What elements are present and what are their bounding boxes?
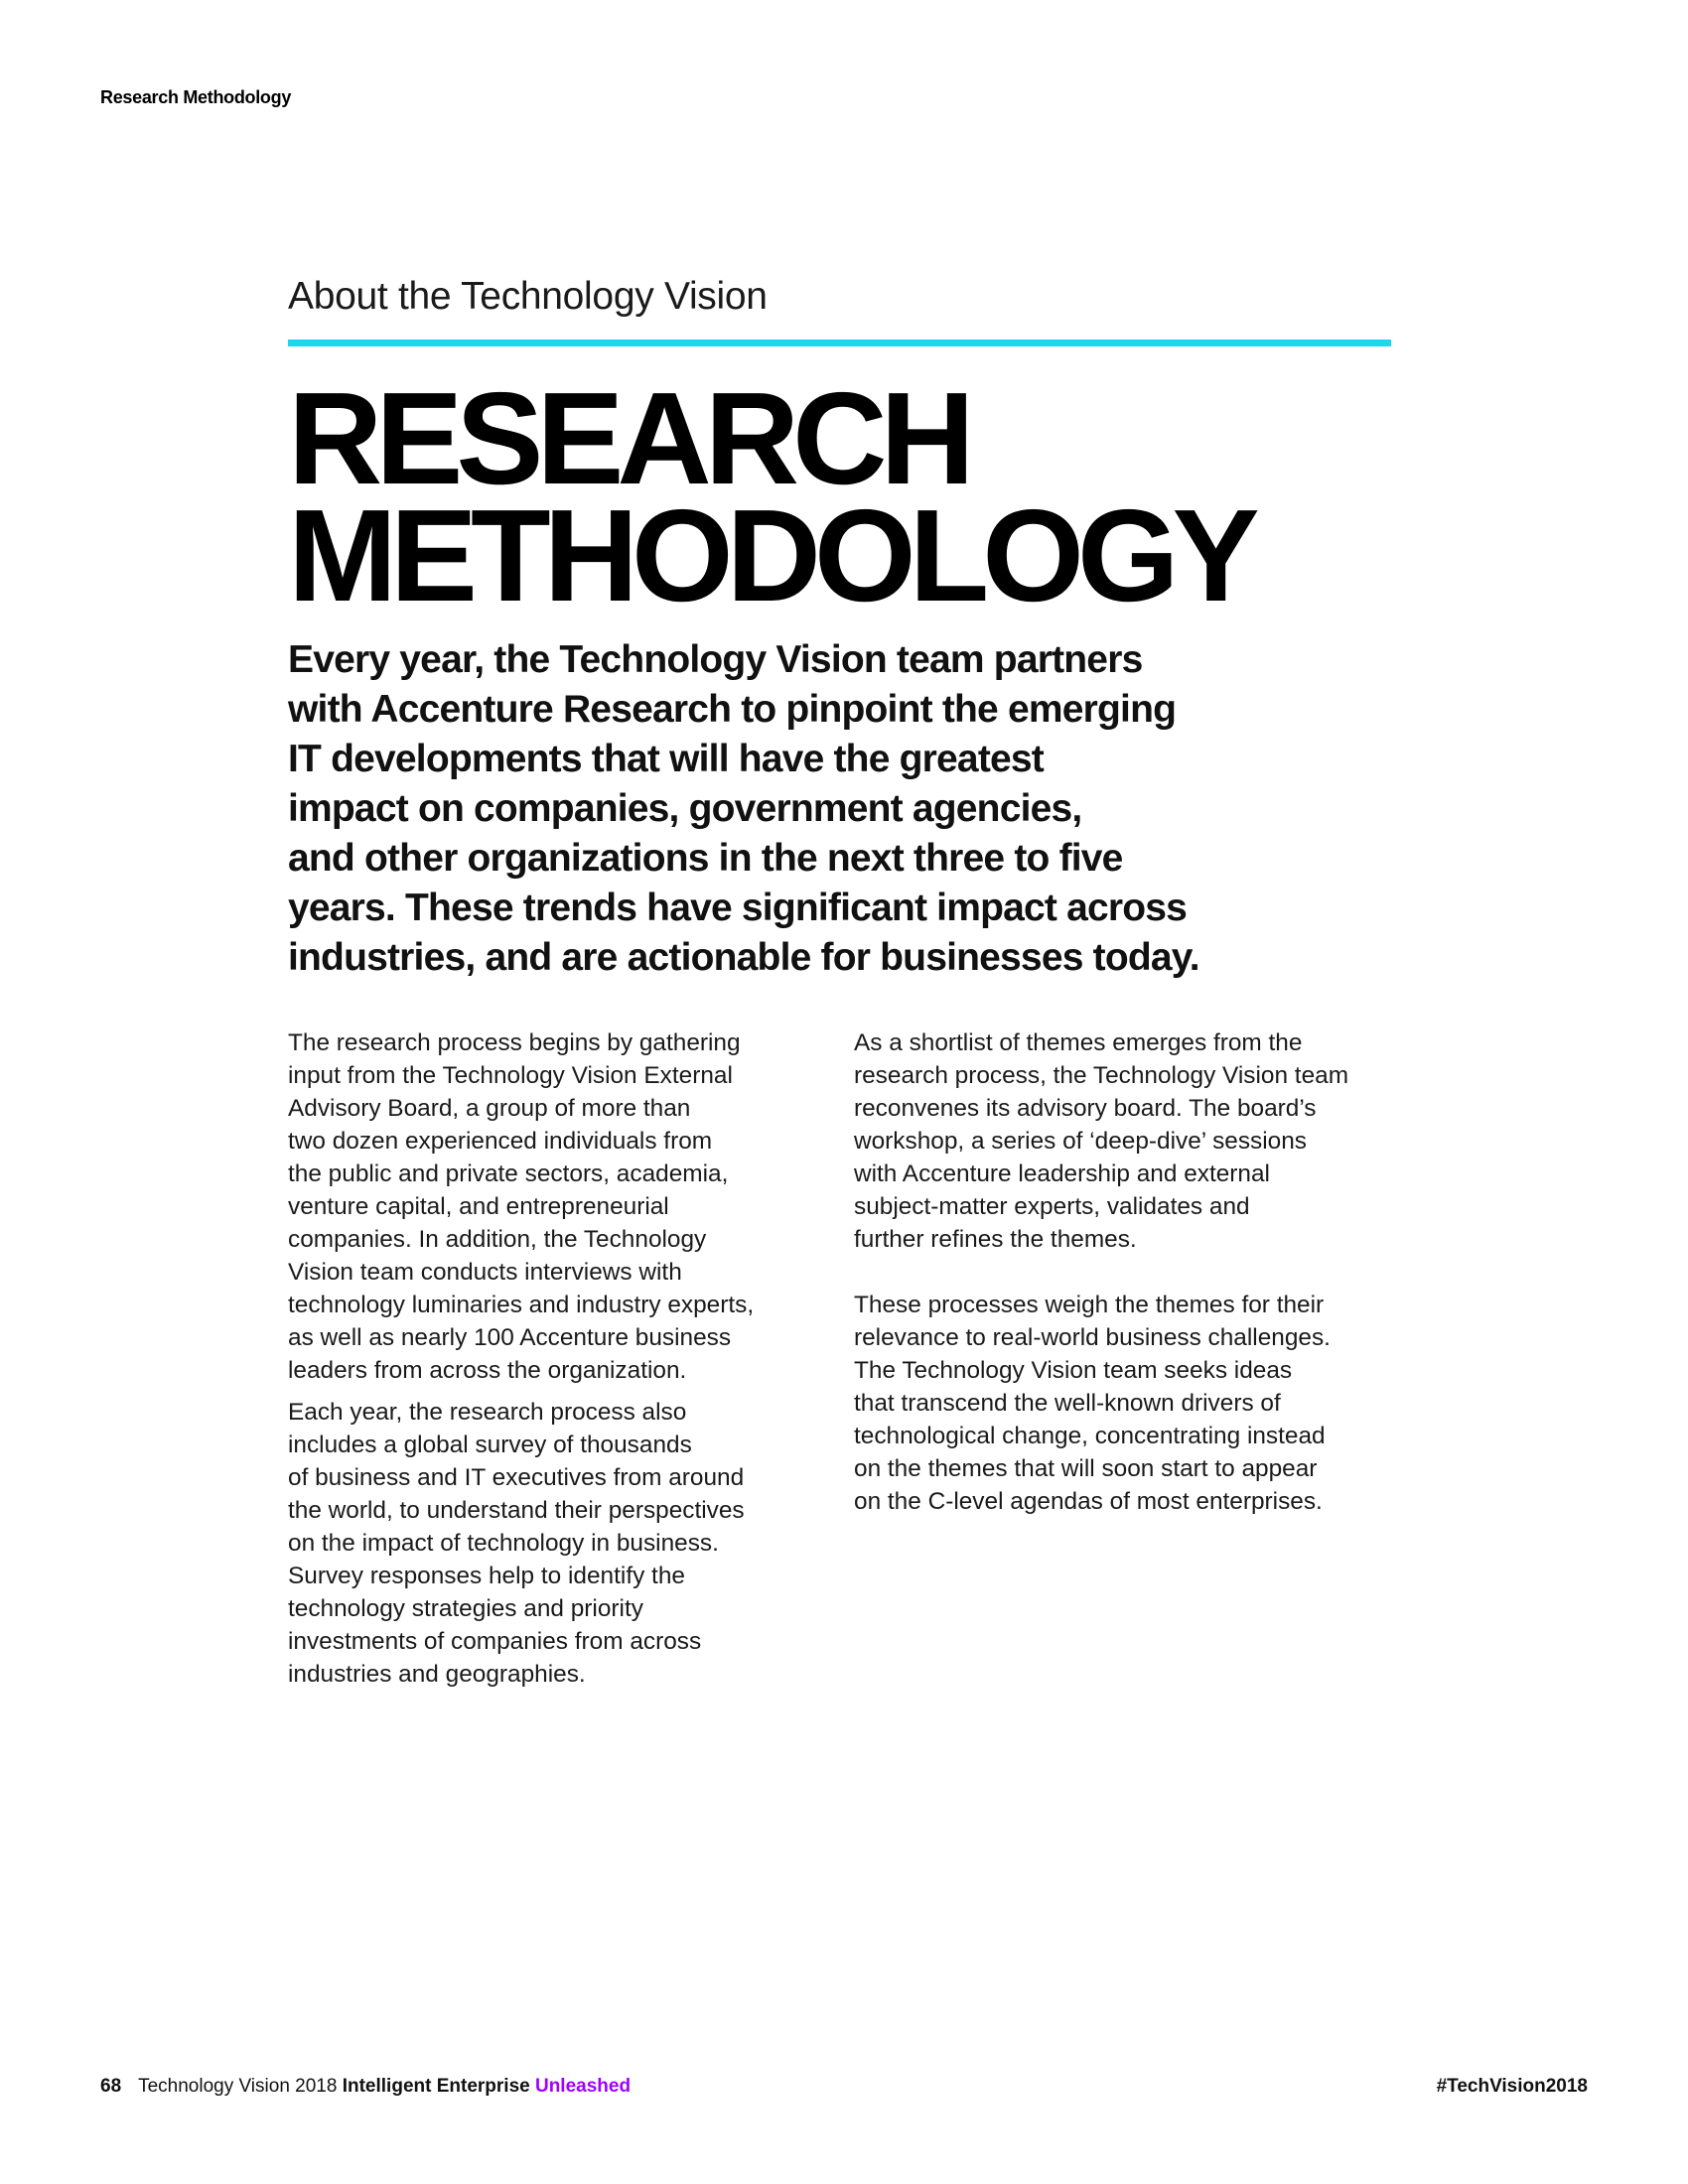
body-line: Each year, the research process also [288,1399,687,1426]
footer-left [100,2075,631,2099]
body-line: investments of companies from across [288,1628,702,1655]
page-footer [100,2075,1588,2099]
main-content [288,274,1390,983]
report-subtitle-accent: Unleashed [534,2076,632,2097]
intro-line: years. These trends have significant impact across [288,887,1188,929]
body-line: Survey responses help to identify the [288,1563,685,1589]
intro-line: Every year, the Technology Vision team partners [288,638,1143,681]
report-subtitle: Intelligent Enterprise [342,2076,530,2097]
left-paragraph-1 [288,1026,824,1387]
intro-line: impact on companies, government agencies, [288,787,1082,830]
body-line: two dozen experienced individuals from [288,1128,713,1155]
title-line-2: METHODOLOGY [288,482,1253,628]
intro-line: industries, and are actionable for businesses today. [288,936,1199,979]
body-line: Vision team conducts interviews with [288,1259,682,1286]
body-line: further refines the themes. [854,1226,1137,1253]
body-line: subject-matter experts, validates and [854,1193,1250,1220]
body-line: the world, to understand their perspectives [288,1497,745,1524]
right-paragraph-2 [854,1289,1390,1518]
body-line: The research process begins by gathering [288,1029,741,1056]
intro-line: IT developments that will have the greatest [288,738,1044,780]
body-line: technology strategies and priority [288,1595,643,1622]
body-line: relevance to real-world business challenges. [854,1324,1331,1351]
body-line: research process, the Technology Vision team [854,1062,1349,1089]
body-line: with Accenture leadership and external [854,1160,1270,1187]
intro-paragraph [288,635,1340,983]
body-line: on the themes that will soon start to appear [854,1455,1318,1482]
body-line: on the impact of technology in business. [288,1530,719,1557]
page-number: 68 [100,2076,122,2097]
report-name: Technology Vision 2018 [138,2076,338,2097]
title-line-1: RESEARCH [288,365,968,511]
body-line: the public and private sectors, academia, [288,1160,729,1187]
right-paragraph-1 [854,1026,1390,1256]
body-line: of business and IT executives from around [288,1464,745,1491]
running-header: Research Methodology [100,87,292,107]
body-line: as well as nearly 100 Accenture business [288,1324,732,1351]
body-line: industries and geographies. [288,1661,586,1688]
body-line: that transcend the well-known drivers of [854,1390,1281,1417]
body-line: workshop, a series of ‘deep-dive’ sessions [854,1128,1307,1155]
body-line: venture capital, and entrepreneurial [288,1193,669,1220]
body-line: technological change, concentrating instead [854,1423,1326,1449]
body-line: These processes weigh the themes for their [854,1292,1325,1318]
intro-line: with Accenture Research to pinpoint the emerging [288,688,1177,731]
left-paragraph-2 [288,1396,824,1691]
body-line: Advisory Board, a group of more than [288,1095,691,1122]
right-column [854,1026,1390,1518]
body-line: input from the Technology Vision External [288,1062,733,1089]
body-line: companies. In addition, the Technology [288,1226,707,1253]
body-line: As a shortlist of themes emerges from the [854,1029,1303,1056]
intro-line: and other organizations in the next three to five [288,837,1123,880]
page-title [288,365,1390,628]
section-kicker: About the Technology Vision [288,275,768,318]
left-column [288,1026,824,1691]
footer-hashtag: #TechVision2018 [1436,2076,1588,2097]
body-line: reconvenes its advisory board. The board’s [854,1095,1317,1122]
body-line: on the C-level agendas of most enterprises. [854,1488,1323,1515]
cyan-rule-divider [288,340,1391,346]
body-line: The Technology Vision team seeks ideas [854,1357,1293,1384]
body-line: includes a global survey of thousands [288,1432,692,1458]
body-line: leaders from across the organization. [288,1357,687,1384]
body-line: technology luminaries and industry experts, [288,1292,755,1318]
